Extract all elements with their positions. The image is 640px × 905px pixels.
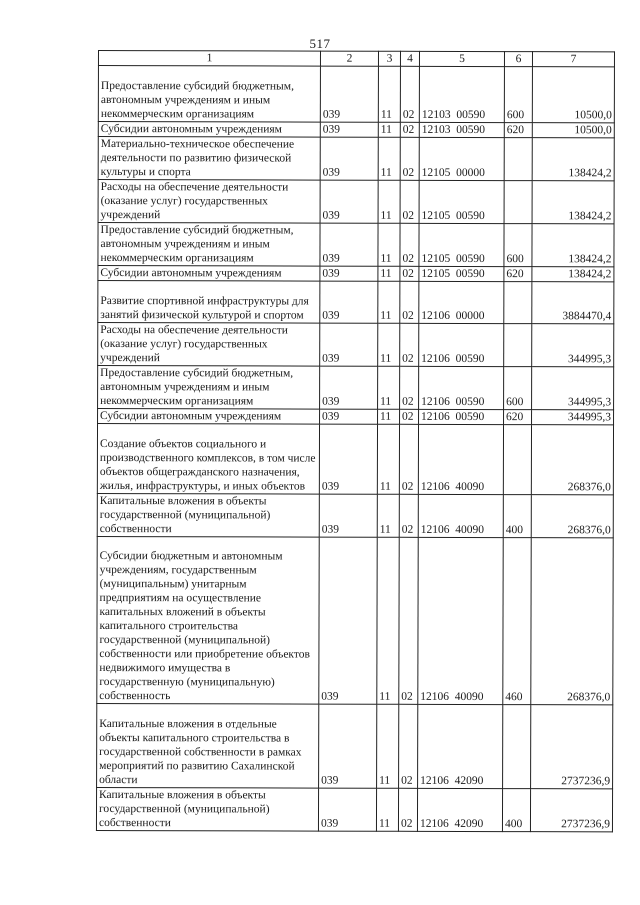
- cell-expense-type: 460: [503, 538, 531, 705]
- cell-name: Создание объектов социального и производственного комплексов, в том числе объектов общегражданского назначения, жилья, инфраструктуры, и иных объектов: [97, 424, 319, 495]
- table-row: [98, 366, 614, 410]
- cell-admin-code: 039: [320, 281, 378, 323]
- table-row: [98, 323, 614, 367]
- cell-name: Капитальные вложения в отдельные объекты капитального строительства в государственной собственности в рамках мероприятий по развитию Сахалинской области: [97, 703, 319, 788]
- cell-expense-type: 400: [503, 495, 531, 538]
- cell-expense-type: 600: [504, 67, 532, 123]
- cell-name: Предоставление субсидий бюджетным, автономным учреждениям и иным некоммерческим организациям: [98, 223, 320, 267]
- cell-expense-type: 600: [504, 224, 532, 267]
- cell-expense-type: 620: [504, 410, 532, 425]
- cell-amount: 3884470,4: [532, 282, 614, 324]
- cell-amount: 268376,0: [531, 425, 613, 495]
- cell-section: 11: [377, 494, 399, 537]
- cell-subsection: 02: [400, 366, 419, 409]
- cell-amount: 344995,3: [532, 367, 614, 410]
- cell-admin-code: 039: [319, 537, 377, 704]
- cell-subsection: 02: [399, 494, 418, 537]
- cell-subsection: 02: [398, 788, 417, 831]
- cell-admin-code: 039: [319, 494, 377, 537]
- cell-subsection: 02: [400, 281, 419, 323]
- cell-expense-type: [504, 138, 532, 181]
- table-row: [97, 424, 613, 495]
- cell-section: 11: [378, 137, 400, 180]
- page-number: 517: [309, 36, 331, 51]
- cell-section: 11: [378, 323, 400, 366]
- cell-target-article: 12106 40090: [418, 494, 503, 537]
- cell-expense-type: [504, 324, 532, 367]
- cell-amount: 10500,0: [532, 67, 614, 123]
- cell-admin-code: 039: [319, 424, 377, 494]
- cell-name: Предоставление субсидий бюджетным, автономным учреждениям и иным некоммерческим организациям: [98, 66, 320, 123]
- table-row: [98, 223, 614, 267]
- cell-expense-type: 620: [504, 123, 532, 138]
- cell-admin-code: 039: [320, 122, 378, 137]
- table-row: [98, 281, 614, 324]
- table-row: [98, 122, 614, 138]
- table-row: [98, 66, 614, 123]
- cell-subsection: 02: [399, 537, 418, 704]
- header-col-4: 4: [400, 51, 419, 66]
- header-col-6: 6: [504, 52, 532, 67]
- cell-amount: 10500,0: [532, 123, 614, 138]
- header-col-1: 1: [98, 51, 320, 67]
- cell-admin-code: 039: [320, 409, 378, 424]
- table-row: [97, 493, 613, 537]
- cell-subsection: 02: [400, 323, 419, 366]
- cell-section: 11: [378, 122, 400, 137]
- cell-admin-code: 039: [320, 366, 378, 409]
- cell-expense-type: 600: [504, 367, 532, 410]
- cell-subsection: 02: [400, 137, 419, 180]
- cell-admin-code: 039: [320, 323, 378, 366]
- cell-admin-code: 039: [319, 704, 377, 788]
- cell-expense-type: 620: [504, 267, 532, 282]
- cell-subsection: 02: [400, 266, 419, 281]
- cell-name: Предоставление субсидий бюджетным, автономным учреждениям и иным некоммерческим организациям: [98, 366, 320, 410]
- cell-subsection: 02: [400, 180, 419, 223]
- cell-section: 11: [377, 424, 399, 494]
- cell-section: 11: [378, 281, 400, 323]
- table-row: [98, 409, 614, 425]
- header-col-3: 3: [378, 51, 400, 66]
- cell-target-article: 12105 00590: [419, 223, 504, 266]
- cell-subsection: 02: [400, 66, 419, 122]
- cell-expense-type: [504, 282, 532, 324]
- cell-section: 11: [376, 788, 398, 831]
- cell-target-article: 12103 00590: [419, 66, 504, 122]
- cell-expense-type: [503, 425, 531, 495]
- cell-name: Субсидии автономным учреждениям: [98, 122, 320, 138]
- cell-name: Субсидии бюджетным и автономным учреждениям, государственным (муниципальным) унитарным предприятиям на осуществление капитальных вложений в объекты капитального строительства государственной (муниципальной) собственности или приобретение объектов недвижимого имущества в государственную (муниципальную) собственность: [97, 536, 319, 704]
- cell-admin-code: 039: [320, 137, 378, 180]
- cell-subsection: 02: [400, 223, 419, 266]
- cell-target-article: 12106 42090: [417, 788, 502, 831]
- cell-amount: 138424,2: [532, 138, 614, 181]
- cell-section: 11: [378, 180, 400, 223]
- budget-table: [96, 50, 615, 832]
- cell-target-article: 12106 00590: [419, 323, 504, 366]
- cell-expense-type: 400: [502, 789, 530, 832]
- cell-name: Капитальные вложения в объекты государственной (муниципальной) собственности: [96, 787, 318, 831]
- cell-expense-type: [503, 705, 531, 789]
- cell-target-article: 12105 00590: [419, 266, 504, 281]
- cell-admin-code: 039: [320, 180, 378, 223]
- header-row: [98, 51, 614, 67]
- cell-section: 11: [377, 537, 399, 704]
- cell-name: Субсидии автономным учреждениям: [98, 409, 320, 425]
- table-body: [96, 66, 614, 832]
- cell-admin-code: 039: [320, 66, 378, 122]
- cell-admin-code: 039: [320, 223, 378, 266]
- table-row: [98, 266, 614, 282]
- cell-amount: 138424,2: [532, 224, 614, 267]
- cell-amount: 268376,0: [531, 495, 613, 538]
- table-row: [96, 787, 612, 831]
- cell-name: Материально-техническое обеспечение деятельности по развитию физической культуры и спорта: [98, 137, 320, 181]
- table-row: [97, 536, 613, 704]
- cell-amount: 138424,2: [532, 181, 614, 224]
- cell-amount: 2737236,9: [530, 789, 612, 832]
- header-col-5: 5: [419, 51, 504, 66]
- cell-subsection: 02: [399, 704, 418, 788]
- cell-admin-code: 039: [320, 266, 378, 281]
- cell-subsection: 02: [400, 122, 419, 137]
- table-row: [98, 180, 614, 224]
- cell-amount: 344995,3: [532, 324, 614, 367]
- cell-target-article: 12103 00590: [419, 122, 504, 137]
- cell-name: Развитие спортивной инфраструктуры для занятий физической культурой и спортом: [98, 281, 320, 324]
- cell-target-article: 12106 00590: [419, 409, 504, 424]
- cell-expense-type: [504, 181, 532, 224]
- cell-amount: 268376,0: [531, 538, 613, 705]
- header-col-7: 7: [532, 52, 614, 67]
- cell-section: 11: [378, 66, 400, 122]
- cell-amount: 138424,2: [532, 267, 614, 282]
- table-row: [97, 703, 613, 788]
- cell-subsection: 02: [399, 424, 418, 494]
- cell-section: 11: [378, 266, 400, 281]
- cell-section: 11: [378, 366, 400, 409]
- cell-section: 11: [378, 409, 400, 424]
- cell-target-article: 12105 00590: [419, 180, 504, 223]
- cell-amount: 344995,3: [532, 410, 614, 425]
- cell-admin-code: 039: [318, 788, 376, 831]
- cell-section: 11: [377, 704, 399, 788]
- budget-table-container: [96, 50, 615, 832]
- cell-target-article: 12106 00000: [419, 281, 504, 323]
- cell-name: Капитальные вложения в объекты государственной (муниципальной) собственности: [97, 493, 319, 537]
- cell-target-article: 12106 42090: [418, 704, 503, 788]
- header-col-2: 2: [320, 51, 378, 66]
- cell-section: 11: [378, 223, 400, 266]
- table-row: [98, 137, 614, 181]
- cell-target-article: 12106 40090: [418, 424, 503, 494]
- cell-amount: 2737236,9: [531, 705, 613, 789]
- cell-target-article: 12105 00000: [419, 137, 504, 180]
- cell-name: Расходы на обеспечение деятельности (оказание услуг) государственных учреждений: [98, 180, 320, 224]
- cell-name: Расходы на обеспечение деятельности (оказание услуг) государственных учреждений: [98, 323, 320, 367]
- cell-target-article: 12106 00590: [419, 366, 504, 409]
- cell-name: Субсидии автономным учреждениям: [98, 266, 320, 282]
- cell-target-article: 12106 40090: [418, 537, 503, 704]
- cell-subsection: 02: [400, 409, 419, 424]
